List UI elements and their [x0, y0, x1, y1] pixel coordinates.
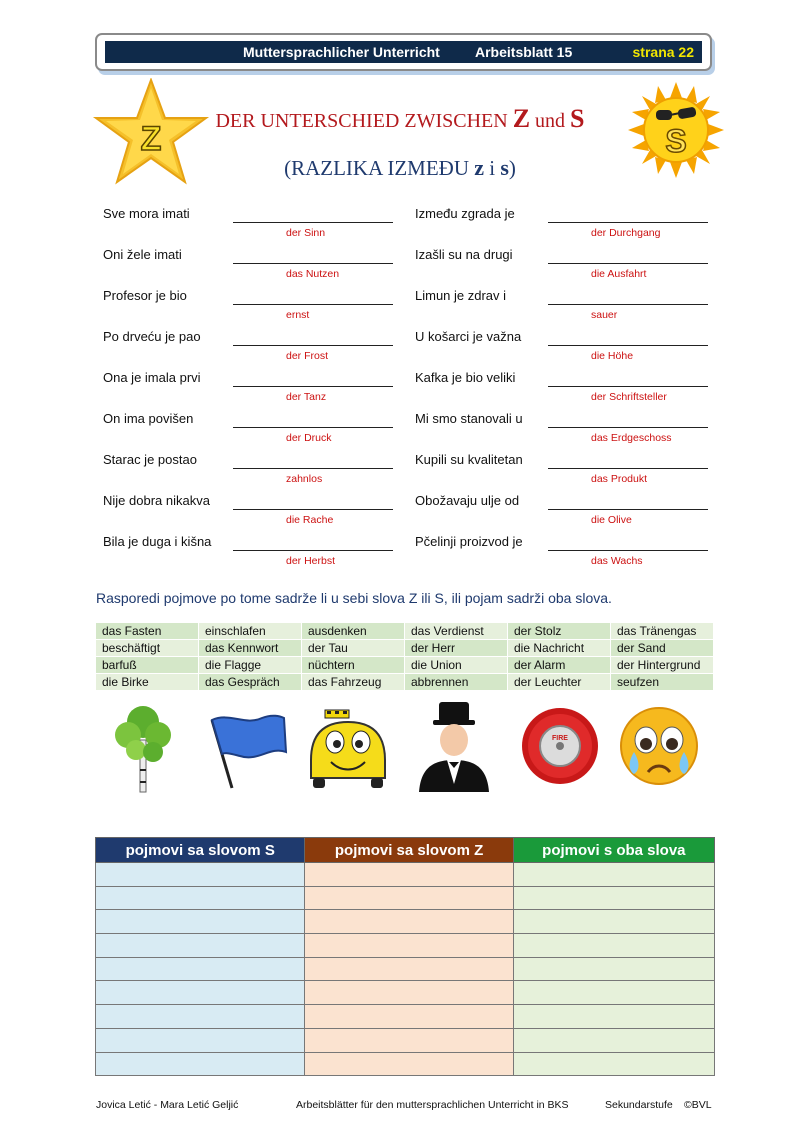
sentence-text: Pčelinji proizvod je: [415, 534, 523, 549]
hint-word: die Olive: [591, 514, 632, 526]
header-sheet: Arbeitsblatt 15: [475, 44, 573, 60]
exercise-row: [415, 288, 725, 329]
table-cell[interactable]: [305, 934, 513, 958]
table-cell[interactable]: [305, 886, 513, 910]
exercise-row: [103, 411, 413, 452]
word-cell[interactable]: nüchtern: [302, 657, 405, 674]
exercise-row: [103, 370, 413, 411]
word-cell[interactable]: der Leuchter: [508, 674, 611, 691]
hint-word: das Produkt: [591, 473, 648, 485]
sentence-text: Profesor je bio: [103, 288, 187, 303]
answer-line[interactable]: [233, 304, 393, 305]
footer-level: Sekundarstufe: [605, 1099, 673, 1111]
hint-word: das Erdgeschoss: [591, 432, 672, 444]
subtitle-close: ): [508, 156, 516, 180]
title-und: und: [535, 110, 566, 132]
table-cell[interactable]: [305, 910, 513, 934]
sentence-text: Limun je zdrav i: [415, 288, 507, 303]
subtitle-s: s: [500, 155, 509, 180]
header-z-column: pojmovi sa slovom Z: [305, 838, 513, 863]
word-cell[interactable]: der Tau: [302, 640, 405, 657]
word-cell[interactable]: der Herr: [405, 640, 508, 657]
sentence-text: U košarci je važna: [415, 329, 522, 344]
instruction-text: Rasporedi pojmove po tome sadrže li u sebi slova Z ili S, ili pojam sadrži oba slova.: [96, 590, 612, 606]
sentence-text: Izašli su na drugi: [415, 247, 513, 262]
table-row: [96, 981, 715, 1005]
word-row: [96, 657, 714, 674]
page-title: [0, 104, 800, 134]
table-cell[interactable]: [513, 1028, 714, 1052]
sentence-text: Bila je duga i kišna: [103, 534, 212, 549]
exercise-row: [415, 370, 725, 411]
answer-line[interactable]: [548, 427, 708, 428]
exercise-row: [415, 534, 725, 575]
table-row: [96, 886, 715, 910]
word-cell[interactable]: die Nachricht: [508, 640, 611, 657]
sentence-text: Obožavaju ulje od: [415, 493, 520, 508]
table-cell[interactable]: [513, 1005, 714, 1029]
answer-line[interactable]: [548, 263, 708, 264]
flag-icon: [200, 700, 290, 795]
sentence-text: Ona je imala prvi: [103, 370, 201, 385]
hint-word: die Rache: [286, 514, 334, 526]
table-header-row: [96, 838, 715, 863]
word-cell[interactable]: die Flagge: [199, 657, 302, 674]
table-cell[interactable]: [513, 957, 714, 981]
header-bar: [105, 41, 702, 63]
word-cell[interactable]: die Birke: [96, 674, 199, 691]
exercise-row: [103, 493, 413, 534]
word-cell[interactable]: seufzen: [611, 674, 714, 691]
word-cell[interactable]: beschäftigt: [96, 640, 199, 657]
subtitle-open: (RAZLIKA IZMEĐU: [284, 156, 469, 180]
hint-word: zahnlos: [286, 473, 323, 485]
header-both-column: pojmovi s oba slova: [513, 838, 714, 863]
table-cell[interactable]: [305, 1005, 513, 1029]
hint-word: der Durchgang: [591, 227, 661, 239]
word-cell[interactable]: das Kennwort: [199, 640, 302, 657]
exercise-row: [415, 411, 725, 452]
gentleman-icon: [411, 700, 501, 795]
word-cell[interactable]: der Sand: [611, 640, 714, 657]
table-cell[interactable]: [513, 910, 714, 934]
answer-line[interactable]: [233, 427, 393, 428]
header-subject: Muttersprachlicher Unterricht: [243, 44, 440, 60]
footer-authors: Jovica Letić - Mara Letić Geljić: [96, 1099, 239, 1111]
word-cell[interactable]: ausdenken: [302, 623, 405, 640]
answer-line[interactable]: [233, 263, 393, 264]
fire-label: FIRE: [552, 735, 568, 742]
sentence-text: Oni žele imati: [103, 247, 182, 262]
table-cell[interactable]: [96, 981, 305, 1005]
table-cell[interactable]: [513, 934, 714, 958]
page-subtitle: [0, 155, 800, 181]
hint-word: die Höhe: [591, 350, 634, 362]
birch-tree-icon: [98, 700, 188, 795]
footer-series: Arbeitsblätter für den muttersprachlichen Unterricht in BKS: [296, 1099, 569, 1111]
exercise-row: [415, 329, 725, 370]
subtitle-z: z: [474, 155, 484, 180]
hint-word: die Ausfahrt: [591, 268, 647, 280]
answer-line[interactable]: [548, 468, 708, 469]
answer-line[interactable]: [548, 345, 708, 346]
table-row: [96, 1052, 715, 1076]
table-row: [96, 1005, 715, 1029]
title-s: S: [570, 104, 585, 133]
word-cell[interactable]: das Fahrzeug: [302, 674, 405, 691]
title-main: DER UNTERSCHIED ZWISCHEN: [215, 110, 508, 132]
word-cell[interactable]: die Union: [405, 657, 508, 674]
word-cell[interactable]: das Fasten: [96, 623, 199, 640]
word-row: [96, 623, 714, 640]
exercise-row: [415, 452, 725, 493]
table-cell[interactable]: [96, 1052, 305, 1076]
word-row: [96, 640, 714, 657]
star-letter: Z: [140, 120, 162, 158]
sentence-text: Po drveću je pao: [103, 329, 201, 344]
exercise-row: [103, 288, 413, 329]
word-cell[interactable]: das Verdienst: [405, 623, 508, 640]
hint-word: das Wachs: [591, 555, 643, 567]
hint-word: sauer: [591, 309, 618, 321]
word-cell[interactable]: der Hintergrund: [611, 657, 714, 674]
word-grid: [96, 623, 714, 691]
table-cell[interactable]: [96, 910, 305, 934]
hint-word: der Frost: [286, 350, 329, 362]
table-cell[interactable]: [513, 1052, 714, 1076]
table-row: [96, 863, 715, 887]
word-row: [96, 674, 714, 691]
hint-word: der Herbst: [286, 555, 336, 567]
exercise-row: [103, 534, 413, 575]
sentence-text: Sve mora imati: [103, 206, 190, 221]
table-cell[interactable]: [513, 863, 714, 887]
sentence-text: Nije dobra nikakva: [103, 493, 210, 508]
sentence-text: Kafka je bio veliki: [415, 370, 516, 385]
hint-word: der Sinn: [286, 227, 326, 239]
table-cell[interactable]: [96, 1028, 305, 1052]
answer-line[interactable]: [233, 509, 393, 510]
table-row: [96, 934, 715, 958]
answer-line[interactable]: [233, 222, 393, 223]
table-cell[interactable]: [513, 886, 714, 910]
hint-word: der Schriftsteller: [591, 391, 667, 403]
crying-face-icon: [614, 700, 704, 795]
sentence-text: Starac je postao: [103, 452, 197, 467]
fire-alarm-icon: [515, 700, 605, 795]
answer-line[interactable]: [233, 345, 393, 346]
taxi-car-icon: [303, 700, 393, 795]
table-cell[interactable]: [96, 863, 305, 887]
table-row: [96, 910, 715, 934]
header-page: strana 22: [632, 44, 694, 60]
answer-line[interactable]: [548, 386, 708, 387]
hint-word: das Nutzen: [286, 268, 340, 280]
word-cell[interactable]: das Gespräch: [199, 674, 302, 691]
table-cell[interactable]: [305, 957, 513, 981]
table-cell[interactable]: [96, 1005, 305, 1029]
sentence-text: Mi smo stanovali u: [415, 411, 523, 426]
word-cell[interactable]: barfuß: [96, 657, 199, 674]
table-cell[interactable]: [513, 981, 714, 1005]
hint-word: ernst: [286, 309, 310, 321]
table-cell[interactable]: [305, 1052, 513, 1076]
table-cell[interactable]: [305, 1028, 513, 1052]
exercise-row: [415, 247, 725, 288]
answer-line[interactable]: [548, 550, 708, 551]
answer-line[interactable]: [233, 468, 393, 469]
word-cell[interactable]: abbrennen: [405, 674, 508, 691]
sun-letter: S: [665, 123, 687, 159]
table-cell[interactable]: [305, 981, 513, 1005]
table-row: [96, 1028, 715, 1052]
sentence-text: On ima povišen: [103, 411, 194, 426]
footer-copyright: ©BVL: [684, 1099, 712, 1111]
exercise-row: [103, 247, 413, 288]
word-cell[interactable]: der Stolz: [508, 623, 611, 640]
word-cell[interactable]: einschlafen: [199, 623, 302, 640]
word-cell[interactable]: der Alarm: [508, 657, 611, 674]
exercise-row: [103, 329, 413, 370]
answer-line[interactable]: [548, 509, 708, 510]
subtitle-i: i: [489, 156, 496, 180]
answer-line[interactable]: [233, 386, 393, 387]
word-cell[interactable]: das Tränengas: [611, 623, 714, 640]
table-cell[interactable]: [96, 934, 305, 958]
hint-word: der Tanz: [286, 391, 327, 403]
exercise-row: [415, 206, 725, 247]
title-z: Z: [512, 104, 531, 133]
table-row: [96, 957, 715, 981]
sentence-text: Između zgrada je: [415, 206, 515, 221]
hint-word: der Druck: [286, 432, 332, 444]
exercise-row: [103, 206, 413, 247]
page-header: [95, 33, 712, 71]
exercise-row: [415, 493, 725, 534]
header-s-column: pojmovi sa slovom S: [96, 838, 305, 863]
table-cell[interactable]: [305, 863, 513, 887]
table-cell[interactable]: [96, 957, 305, 981]
answer-line[interactable]: [548, 222, 708, 223]
exercise-row: [103, 452, 413, 493]
sorting-table: [95, 837, 715, 1076]
answer-line[interactable]: [548, 304, 708, 305]
answer-line[interactable]: [233, 550, 393, 551]
table-cell[interactable]: [96, 886, 305, 910]
sentence-text: Kupili su kvalitetan: [415, 452, 523, 467]
